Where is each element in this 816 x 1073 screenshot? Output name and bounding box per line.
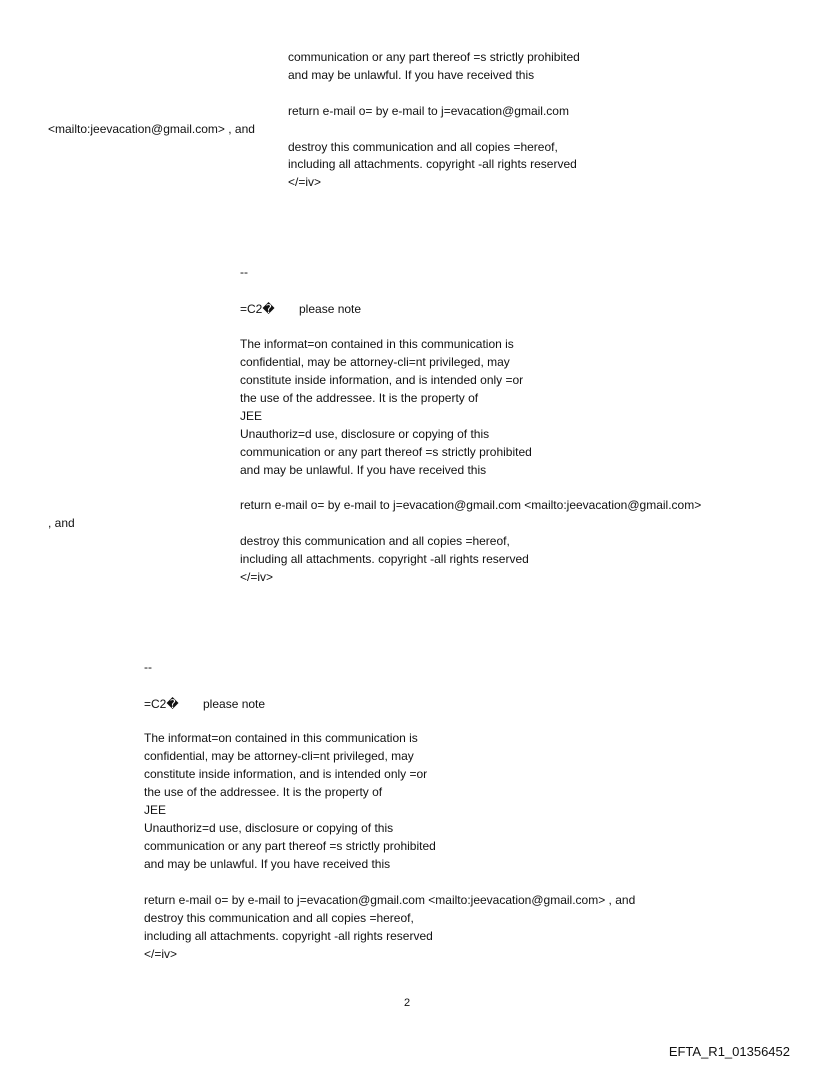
text-line: JEE bbox=[144, 803, 167, 817]
text-line: The informat=on contained in this communication is bbox=[240, 337, 514, 351]
text-line: Unauthoriz=d use, disclosure or copying of this bbox=[144, 821, 394, 835]
text-line: The informat=on contained in this communication is bbox=[144, 731, 418, 745]
text-line: the use of the addressee. It is the property of bbox=[144, 785, 383, 799]
text-line: communication or any part thereof =s strictly prohibited bbox=[144, 839, 436, 853]
text-line: constitute inside information, and is intended only =or bbox=[144, 767, 428, 781]
document-id: EFTA_R1_01356452 bbox=[668, 1044, 790, 1059]
text-line: and may be unlawful. If you have received this bbox=[288, 68, 535, 82]
note-label: please note bbox=[299, 302, 362, 316]
text-line: confidential, may be attorney-cli=nt privileged, may bbox=[144, 749, 414, 763]
separator-dashes: -- bbox=[240, 265, 248, 279]
text-line: including all attachments. copyright -all rights reserved bbox=[144, 929, 433, 943]
text-line: constitute inside information, and is intended only =or bbox=[240, 373, 524, 387]
text-line: return e-mail o= by e-mail to j=evacation@gmail.com bbox=[288, 104, 569, 118]
text-line: </=iv> bbox=[144, 947, 178, 961]
separator-dashes: -- bbox=[144, 660, 152, 674]
text-line: the use of the addressee. It is the property of bbox=[240, 391, 479, 405]
text-line: including all attachments. copyright -all rights reserved bbox=[288, 157, 577, 171]
text-line-fragment: <mailto:jeevacation@gmail.com> , and bbox=[48, 122, 255, 136]
text-line: communication or any part thereof =s strictly prohibited bbox=[288, 50, 580, 64]
text-line: communication or any part thereof =s strictly prohibited bbox=[240, 445, 532, 459]
text-line: destroy this communication and all copies =hereof, bbox=[144, 911, 414, 925]
text-line: </=iv> bbox=[288, 175, 322, 189]
text-line: return e-mail o= by e-mail to j=evacation@gmail.com <mailto:jeevacation@gmail.com> , and bbox=[144, 893, 636, 907]
text-line: including all attachments. copyright -all rights reserved bbox=[240, 552, 529, 566]
text-line: Unauthoriz=d use, disclosure or copying of this bbox=[240, 427, 490, 441]
page-number: 2 bbox=[404, 997, 411, 1009]
note-code: =C2� bbox=[144, 697, 179, 711]
text-line: confidential, may be attorney-cli=nt privileged, may bbox=[240, 355, 510, 369]
text-line: </=iv> bbox=[240, 570, 274, 584]
text-line: destroy this communication and all copies =hereof, bbox=[240, 534, 510, 548]
note-code: =C2� bbox=[240, 302, 275, 316]
note-label: please note bbox=[203, 697, 266, 711]
text-line: return e-mail o= by e-mail to j=evacation@gmail.com <mailto:jeevacation@gmail.com> bbox=[240, 498, 702, 512]
text-line-fragment: , and bbox=[48, 516, 75, 530]
text-line: and may be unlawful. If you have received this bbox=[144, 857, 391, 871]
text-line: and may be unlawful. If you have received this bbox=[240, 463, 487, 477]
text-line: destroy this communication and all copies =hereof, bbox=[288, 140, 558, 154]
text-line: JEE bbox=[240, 409, 263, 423]
